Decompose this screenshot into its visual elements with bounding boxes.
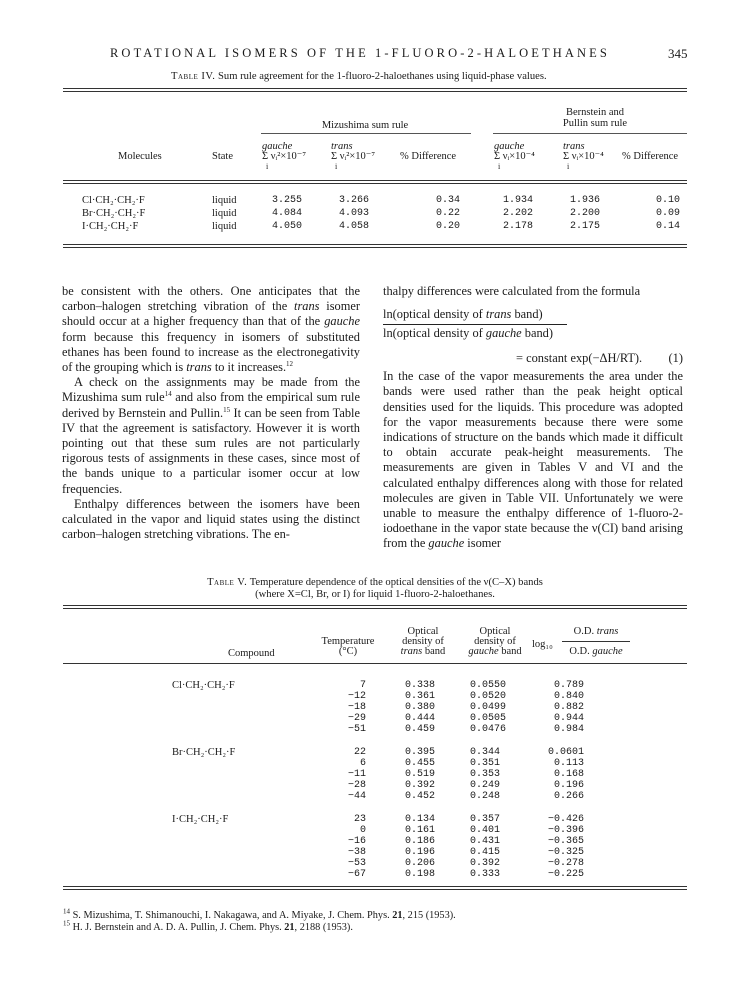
table-iv-caption: Table IV. Sum rule agreement for the 1-fluoro-2-haloethanes using liquid-phase values. (171, 71, 547, 82)
mizushima-header: Mizushima sum rule (321, 120, 409, 131)
col-temperature: Temperature (321, 636, 375, 647)
left-column (62, 284, 360, 542)
b-trans-sum: Σ νᵢ×10⁻⁴ (563, 151, 604, 162)
bernstein-header-line1: Bernstein and (565, 107, 625, 118)
col-molecules: Molecules (118, 151, 162, 162)
m-gauche-sum: Σ νᵢ²×10⁻⁷ (262, 151, 306, 162)
equation-label: (1) (668, 351, 683, 366)
paragraph: be consistent with the others. One anticipates that the carbon–halogen stretching vibration of the trans isomer should occur at a higher frequency than that of the gauche form because this frequency in isomers of substituted ethanes has been found to increase as the electronegativity of the grouping which is trans to it increases.$^{12}$ (62, 284, 361, 375)
citation-ref: 12 (286, 359, 294, 368)
b-trans-index: i (567, 162, 570, 171)
od-trans-label: O.D. trans (573, 626, 619, 637)
b-trans-label: trans (563, 141, 585, 152)
b-gauche-label: gauche (494, 141, 525, 152)
table-v-caption: Table V. Temperature dependence of the optical densities of the ν(C–X) bands (where X=Cl, Br, or I) for liquid 1-fluoro-2-haloethanes. (207, 577, 543, 600)
fraction-bar (383, 324, 567, 325)
paragraph: Enthalpy differences between the isomers have been calculated in the vapor and liquid states using the distinct carbon–halogen stretching vibrations. The en- (62, 496, 360, 542)
equation-1 (383, 305, 683, 369)
m-trans-index: i (335, 162, 338, 171)
citation-ref: 15 (223, 405, 231, 414)
compound-name: I·CH₂·CH₂·F (172, 814, 229, 825)
paragraph: A check on the assignments may be made from the Mizushima sum rule$^{14}$ and also from the empirical sum rule derived by Bernstein and Pullin.$^{15}$ It can be seen from Table IV that the agreement is satisfactory. However it is worth pointing out that these sum rules are not particularly rigorous tests of assignments in these cases, since most of the bands unique to a particular isomer occur at low frequencies. (62, 375, 360, 496)
m-gauche-label: gauche (262, 141, 293, 152)
citation-ref: 14 (164, 390, 172, 399)
footnote-15: $^{15}$ H. J. Bernstein and A. D. A. Pullin, J. Chem. Phys. 21, 2188 (1953). (63, 919, 353, 933)
col-temperature-unit: (°C) (338, 646, 358, 657)
equation-denominator: ln(optical density of gauche band) (383, 326, 553, 341)
table-v-header-rule (63, 663, 687, 664)
od-fraction-bar (562, 641, 630, 642)
m-gauche-index: i (266, 162, 269, 171)
right-column (383, 284, 683, 552)
col-compound: Compound (228, 648, 275, 659)
footnote-14: $^{14}$ S. Mizushima, T. Shimanouchi, I. Nakagawa, and A. Miyake, J. Chem. Phys. 21, 215 (1953). (63, 907, 456, 921)
b-gauche-index: i (498, 162, 501, 171)
table-iv-top-rule (63, 88, 687, 92)
page-number: 345 (668, 46, 688, 61)
paragraph: thalpy differences were calculated from the formula (383, 284, 641, 298)
table-v-top-rule (63, 605, 687, 609)
table-v-bottom-rule (63, 886, 687, 890)
m-trans-label: trans (331, 141, 353, 152)
table-iv-bottom-rule (63, 244, 687, 248)
compound-name: Cl·CH₂·CH₂·F (172, 680, 235, 691)
col-state: State (212, 151, 233, 162)
running-head (0, 46, 748, 62)
equation-rhs: = constant exp(−ΔH/RT). (516, 351, 643, 366)
b-gauche-sum: Σ νᵢ×10⁻⁴ (494, 151, 535, 162)
bernstein-header-line2: Pullin sum rule (562, 118, 628, 129)
paragraph: In the case of the vapor measurements the area under the bands were used rather than the peak height optical densities used for the liquids. This procedure was adopted for the vapor measurements because there were some indications of structure on the bands which made it difficult to obtain accurate peak-height measurements. The measurements are given in Tables V and VI and the calculated enthalpy differences along with those for related molecules are given in Table VII. Unfortunately we were unable to measure the enthalpy difference of 1-fluoro-2-iodoethane in the vapor state because the ν(CI) band arising from the gauche isomer (383, 369, 683, 551)
m-pct-diff: % Difference (400, 151, 457, 162)
bernstein-rule (493, 133, 687, 134)
table-iv-header-rule (63, 180, 687, 184)
b-pct-diff: % Difference (622, 151, 679, 162)
col-gauche-band: gauche band (468, 646, 522, 657)
mizushima-rule (261, 133, 471, 134)
m-trans-sum: Σ νᵢ²×10⁻⁷ (331, 151, 375, 162)
od-gauche-label: O.D. gauche (569, 646, 623, 657)
col-trans-band: trans band (400, 646, 446, 657)
running-title: ROTATIONAL ISOMERS OF THE 1-FLUORO-2-HALOETHANES (110, 46, 610, 60)
col-log10: log₁₀ (532, 639, 553, 650)
equation-numerator: ln(optical density of trans band) (383, 307, 543, 322)
compound-name: Br·CH₂·CH₂·F (172, 747, 236, 758)
